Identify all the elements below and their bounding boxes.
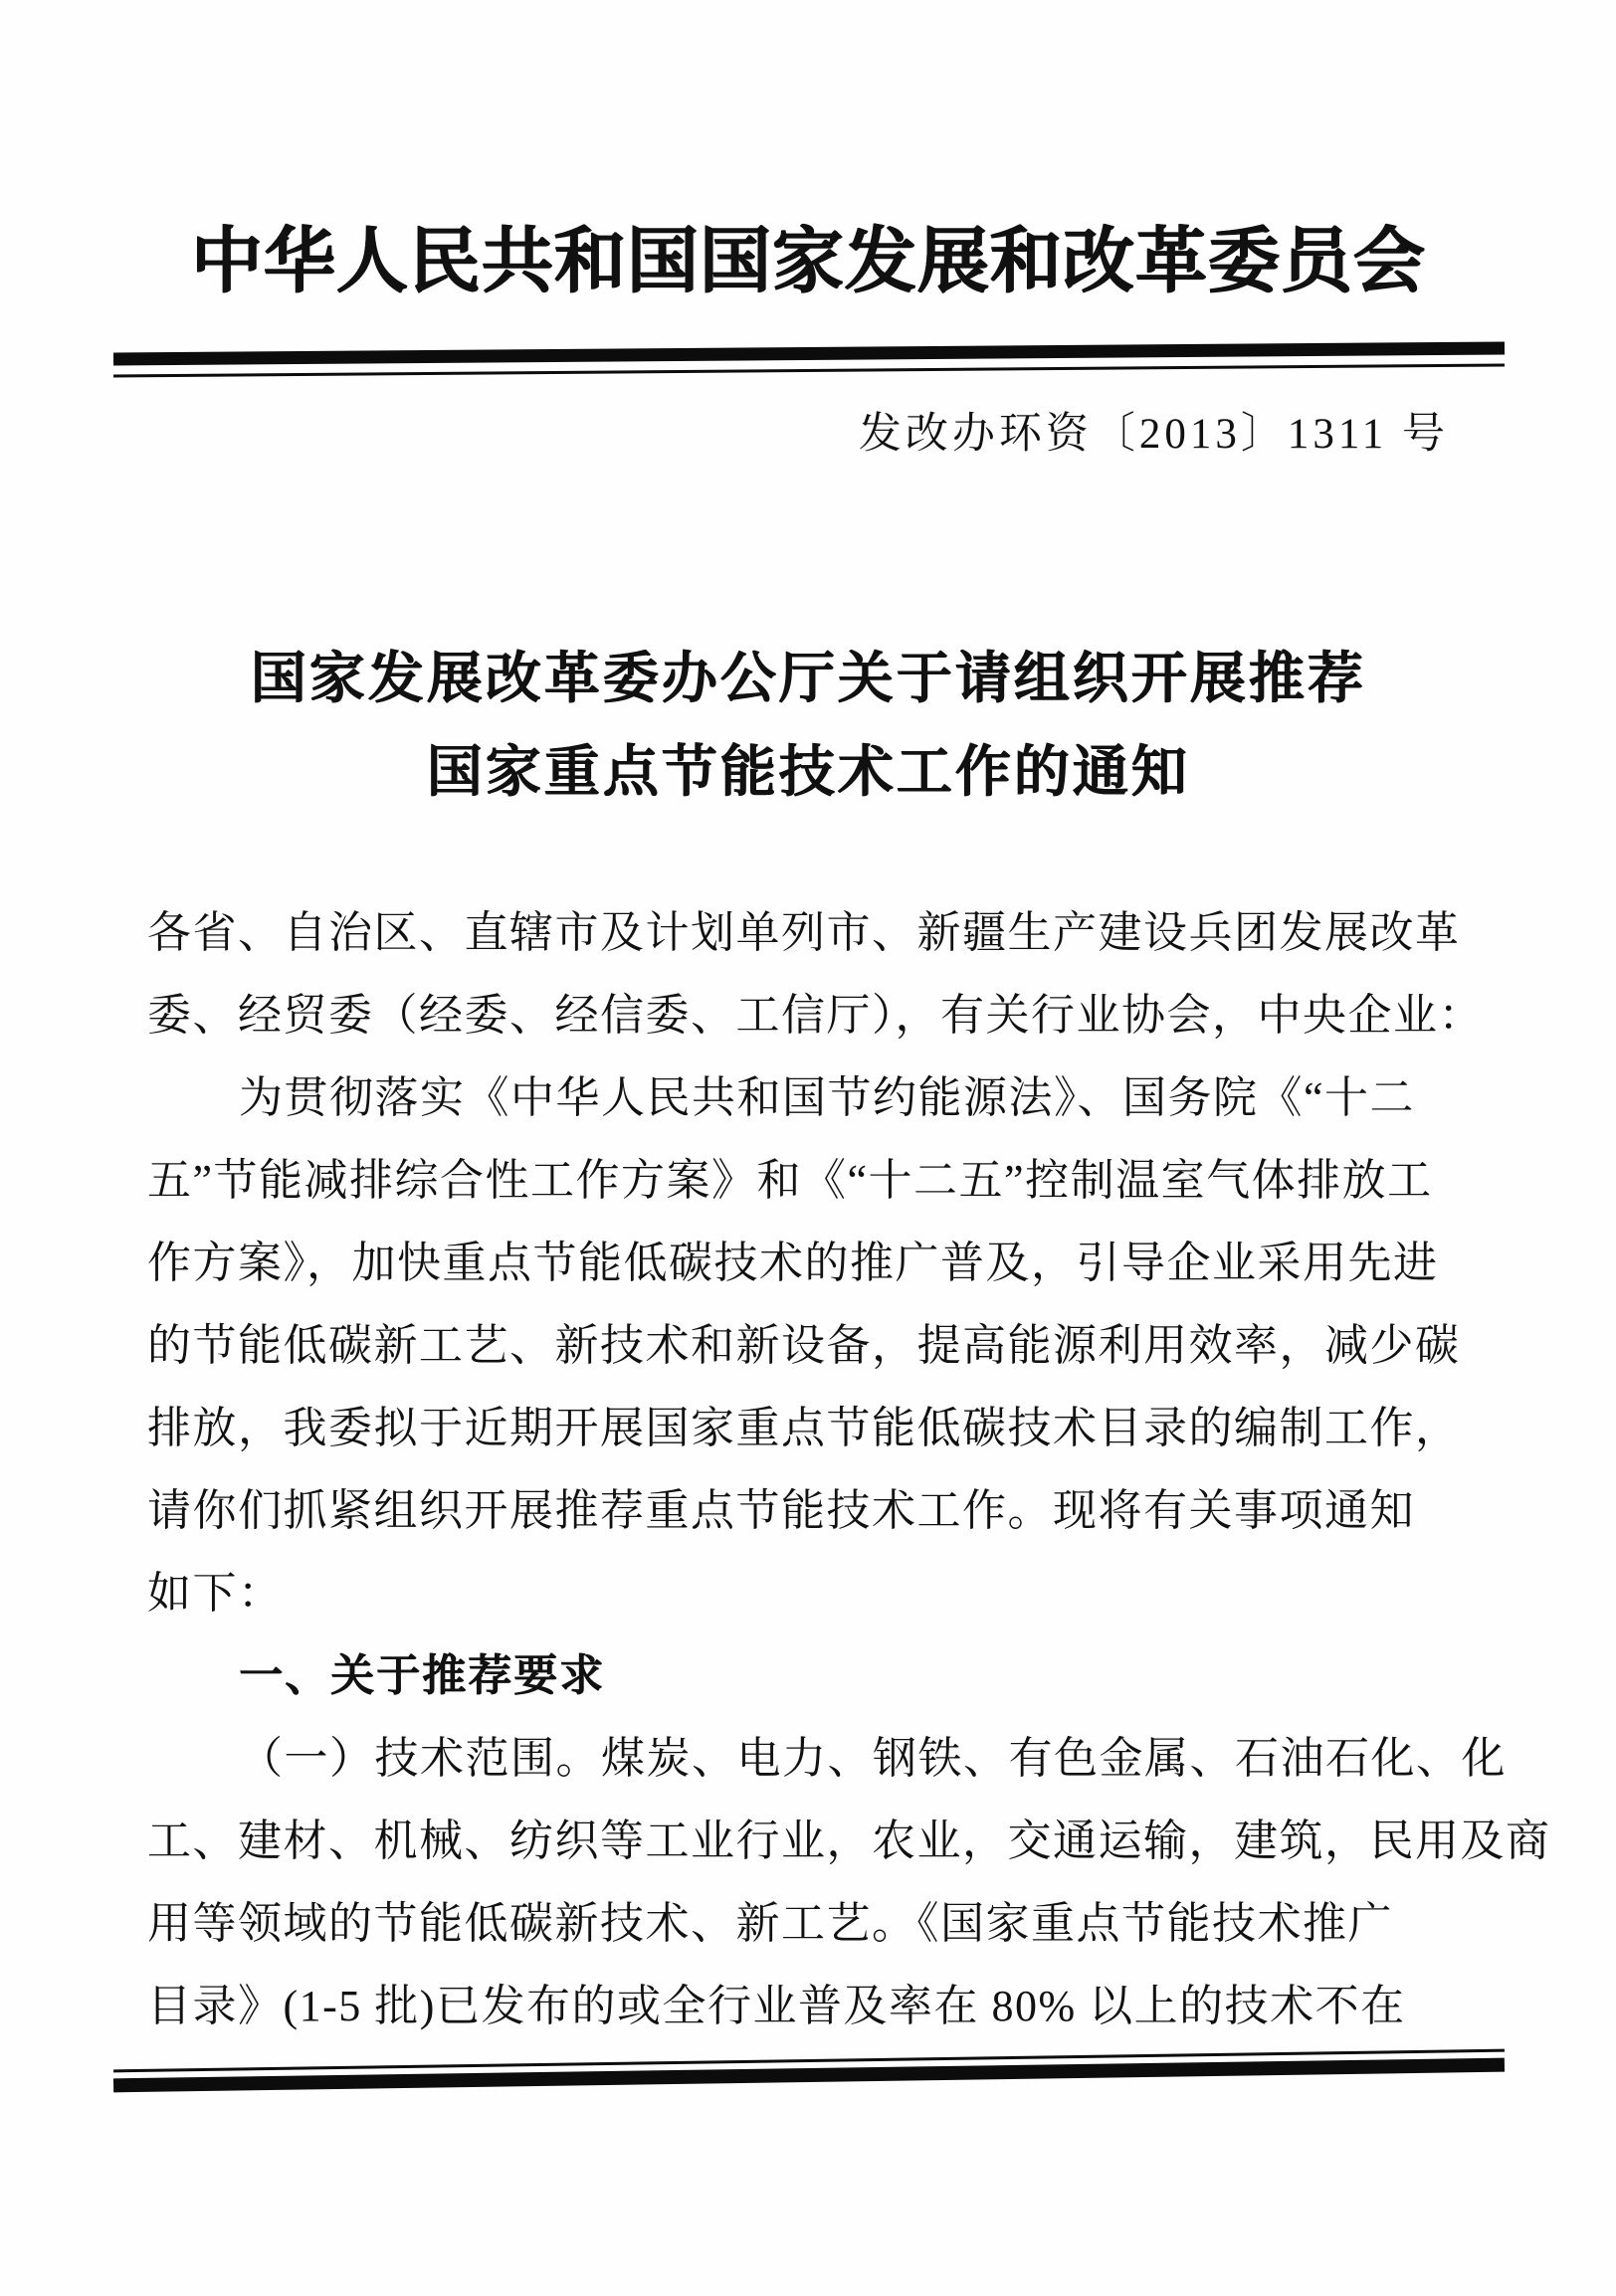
document-title xyxy=(0,633,1616,820)
body-line: 工、建材、机械、纺织等工业行业，农业，交通运输，建筑，民用及商 xyxy=(147,1817,1551,1865)
body-line-recipients-1: 各省、自治区、直辖市及计划单列市、新疆生产建设兵团发展改革 xyxy=(147,908,1461,957)
body-line: 排放，我委拟于近期开展国家重点节能低碳技术目录的编制工作， xyxy=(147,1404,1461,1452)
document-title-line1: 国家发展改革委办公厅关于请组织开展推荐 xyxy=(250,649,1366,710)
footer-divider-thick xyxy=(113,2058,1505,2093)
body-line: 目录》(1-5 批)已发布的或全行业普及率在 80% 以上的技术不在 xyxy=(147,1982,1406,2030)
body-line: 的节能低碳新工艺、新技术和新设备，提高能源利用效率，减少碳 xyxy=(147,1321,1461,1370)
document-title-line2: 国家重点节能技术工作的通知 xyxy=(426,742,1190,804)
body-line: 如下： xyxy=(147,1569,284,1618)
body-line: 为贯彻落实《中华人民共和国节约能源法》、国务院《“十二 xyxy=(239,1073,1416,1122)
body-line: 请你们抓紧组织开展推荐重点节能技术工作。现将有关事项通知 xyxy=(147,1486,1415,1535)
body-line: 五”节能减排综合性工作方案》和《“十二五”控制温室气体排放工 xyxy=(147,1156,1433,1205)
body-line: 用等领域的节能低碳新技术、新工艺。《国家重点节能技术推广 xyxy=(147,1899,1393,1948)
body-line-recipients-2: 委、经贸委（经委、经信委、工信厅），有关行业协会，中央企业： xyxy=(147,991,1484,1040)
body-line: 作方案》，加快重点节能低碳技术的推广普及，引导企业采用先进 xyxy=(147,1239,1439,1287)
document-body xyxy=(147,891,1551,2047)
letterhead-divider-thick xyxy=(113,342,1505,366)
document-reference-number: 发改办环资〔2013〕1311 号 xyxy=(858,411,1449,458)
body-line: （一）技术范围。煤炭、电力、钢铁、有色金属、石油石化、化 xyxy=(239,1734,1507,1783)
section-heading-1: 一、关于推荐要求 xyxy=(239,1651,605,1700)
letterhead-divider-thin xyxy=(113,364,1505,378)
letterhead-org-name: 中华人民共和国国家发展和改革委员会 xyxy=(190,222,1426,301)
